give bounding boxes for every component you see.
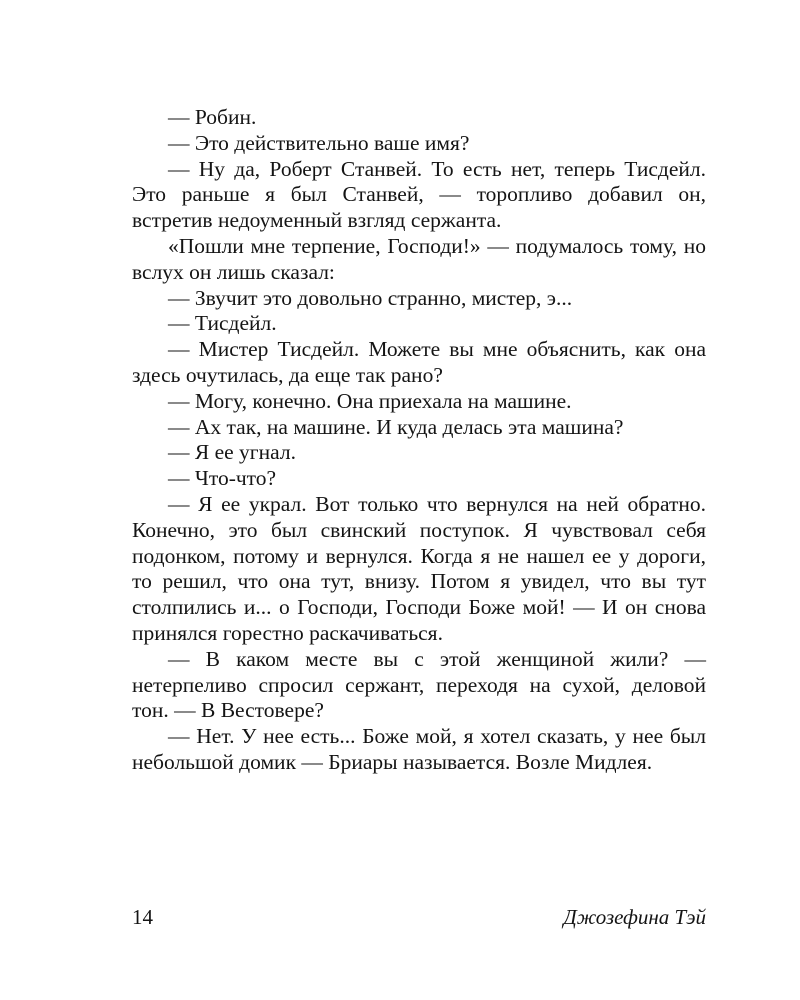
paragraph: — Ах так, на машине. И куда делась эта машина? — [168, 414, 624, 439]
paragraph: — Это действительно ваше имя? — [168, 130, 470, 155]
running-author: Джозефина Тэй — [563, 905, 706, 929]
paragraph: — Мистер Тисдейл. Можете вы мне объяснить, как она здесь очутилась, да еще так рано? — [132, 337, 706, 387]
paragraph: — Я ее угнал. — [168, 440, 296, 465]
page-footer — [132, 902, 706, 932]
body-text — [132, 105, 706, 776]
paragraph: — Тисдейл. — [168, 311, 277, 336]
paragraph: — Что-что? — [168, 466, 277, 491]
page-number: 14 — [132, 905, 153, 929]
paragraph: — В каком месте вы с этой женщиной жили? — нетерпеливо спросил сержант, переходя на сухой, деловой тон. — В Вестовере? — [132, 646, 706, 723]
paragraph: — Могу, конечно. Она приехала на машине. — [168, 388, 572, 413]
paragraph: — Звучит это довольно странно, мистер, э... — [168, 285, 573, 310]
paragraph: — Я ее украл. Вот только что вернулся на ней обратно. Конечно, это был свинский поступок. Я чувствовал себя подонком, потому и вернулся. Когда я не нашел ее у дороги, то решил, что она тут, внизу. Потом я увидел, что вы тут столпились и... о Господи, Господи Боже мой! — И он снова принялся горестно раскачиваться. — [132, 491, 706, 645]
paragraph: — Робин. — [168, 105, 257, 129]
paragraph: — Ну да, Роберт Станвей. То есть нет, теперь Тисдейл. Это раньше я был Станвей, — торопливо добавил он, встретив недоуменный взгляд сержанта. — [132, 156, 706, 233]
paragraph: «Пошли мне терпение, Господи!» — подумалось тому, но вслух он лишь сказал: — [132, 233, 706, 284]
paragraph: — Нет. У нее есть... Боже мой, я хотел сказать, у нее был небольшой домик — Бриары называется. Возле Мидлея. — [132, 724, 706, 774]
